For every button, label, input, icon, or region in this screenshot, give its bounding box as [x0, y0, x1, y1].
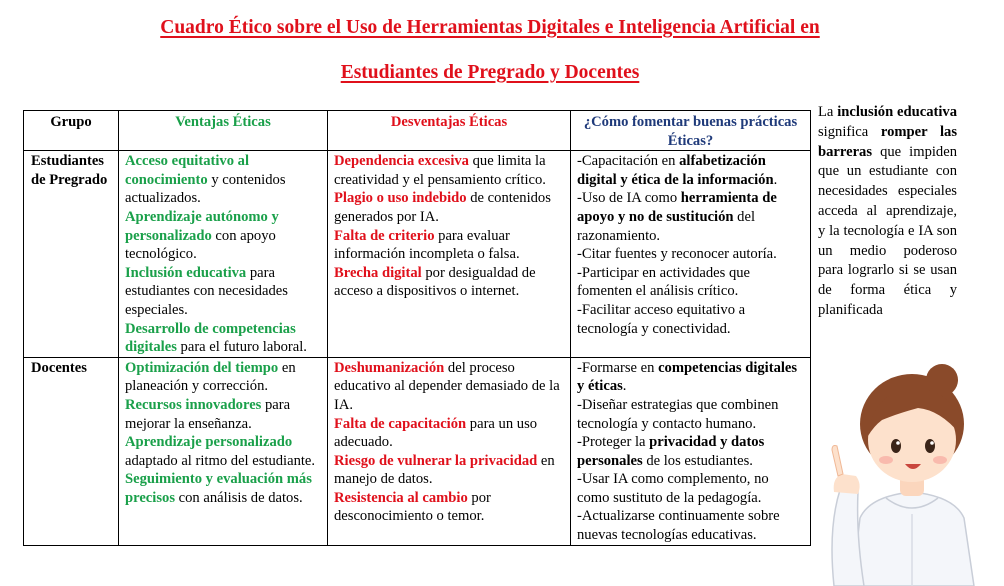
desventaja-item: Falta de criterio para evaluar información incompleta o falsa.	[334, 227, 520, 263]
desventaja-item: Falta de capacitación para un uso adecuado.	[334, 415, 538, 451]
desventaja-item: Resistencia al cambio por desconocimiento o temor.	[334, 489, 491, 525]
ventajas-estudiantes	[119, 151, 328, 358]
ventaja-item: Aprendizaje personalizado adaptado al ritmo del estudiante.	[125, 434, 316, 469]
practica-item: -Citar fuentes y reconocer autoría.	[577, 246, 777, 263]
table-row-docentes	[24, 357, 811, 545]
practica-item: -Proteger la privacidad y datos personales de los estudiantes.	[577, 434, 765, 469]
desventaja-item: Dependencia excesiva que limita la creatividad y el pensamiento crítico.	[334, 153, 546, 188]
ventaja-item: Optimización del tiempo en planeación y corrección.	[125, 359, 296, 395]
ventaja-item: Recursos innovadores para mejorar la enseñanza.	[125, 396, 291, 432]
ventaja-item: Acceso equitativo al conocimiento y contenidos actualizados.	[125, 153, 286, 207]
ventaja-item: Desarrollo de competencias digitales para el futuro laboral.	[125, 320, 307, 356]
practica-item: -Uso de IA como herramienta de apoyo y no de sustitución del razonamiento.	[577, 190, 777, 244]
side-note-inclusion: La inclusión educativa significa romper las barreras que impiden que un estudiante con necesidades especiales acceda al aprendizaje, y la tecnología e IA son un medio poderoso para lograrlo si se usan de forma ética y planificada	[818, 104, 957, 318]
grupo-estudiantes: Estudiantes de Pregrado	[24, 151, 119, 358]
page-title-line-1: Cuadro Ético sobre el Uso de Herramientas Digitales e Inteligencia Artificial en	[160, 17, 820, 38]
desventaja-item: Deshumanización del proceso educativo al depender demasiado de la IA.	[334, 359, 560, 413]
ventaja-item: Seguimiento y evaluación más precisos con análisis de datos.	[125, 471, 312, 506]
grupo-docentes: Docentes	[24, 357, 119, 545]
como-docentes	[571, 357, 811, 545]
desventaja-item: Brecha digital por desigualdad de acceso a dispositivos o internet.	[334, 264, 536, 300]
table-row-estudiantes	[24, 151, 811, 358]
practica-item: -Facilitar acceso equitativo a tecnología y conectividad.	[577, 301, 746, 337]
practica-item: -Participar en actividades que fomenten el análisis crítico.	[577, 264, 751, 300]
header-desventajas: Desventajas Éticas	[328, 111, 571, 151]
nurse-pointing-illustration	[812, 358, 982, 586]
practica-item: -Actualizarse continuamente sobre nuevas tecnologías educativas.	[577, 508, 780, 544]
practica-item: -Usar IA como complemento, no como sustituto de la pedagogía.	[577, 471, 769, 506]
page-title-line-2: Estudiantes de Pregrado y Docentes	[340, 62, 640, 83]
header-ventajas: Ventajas Éticas	[119, 111, 328, 151]
desventajas-docentes	[328, 357, 571, 545]
practica-item: -Diseñar estrategias que combinen tecnología y contacto humano.	[577, 396, 779, 432]
desventajas-estudiantes	[328, 151, 571, 358]
desventaja-item: Plagio o uso indebido de contenidos generados por IA.	[334, 190, 551, 225]
ventajas-docentes	[119, 357, 328, 545]
ethics-table	[23, 110, 811, 546]
ventaja-item: Inclusión educativa para estudiantes con necesidades especiales.	[125, 264, 288, 318]
header-como-fomentar: ¿Cómo fomentar buenas prácticas Éticas?	[571, 111, 811, 151]
ventaja-item: Aprendizaje autónomo y personalizado con apoyo tecnológico.	[125, 208, 279, 263]
practica-item: -Formarse en competencias digitales y éticas.	[577, 359, 798, 395]
como-estudiantes	[571, 151, 811, 358]
desventaja-item: Riesgo de vulnerar la privacidad en manejo de datos.	[334, 452, 555, 488]
table-header-row	[24, 111, 811, 151]
header-grupo: Grupo	[24, 111, 119, 151]
practica-item: -Capacitación en alfabetización digital y ética de la información.	[577, 153, 778, 188]
